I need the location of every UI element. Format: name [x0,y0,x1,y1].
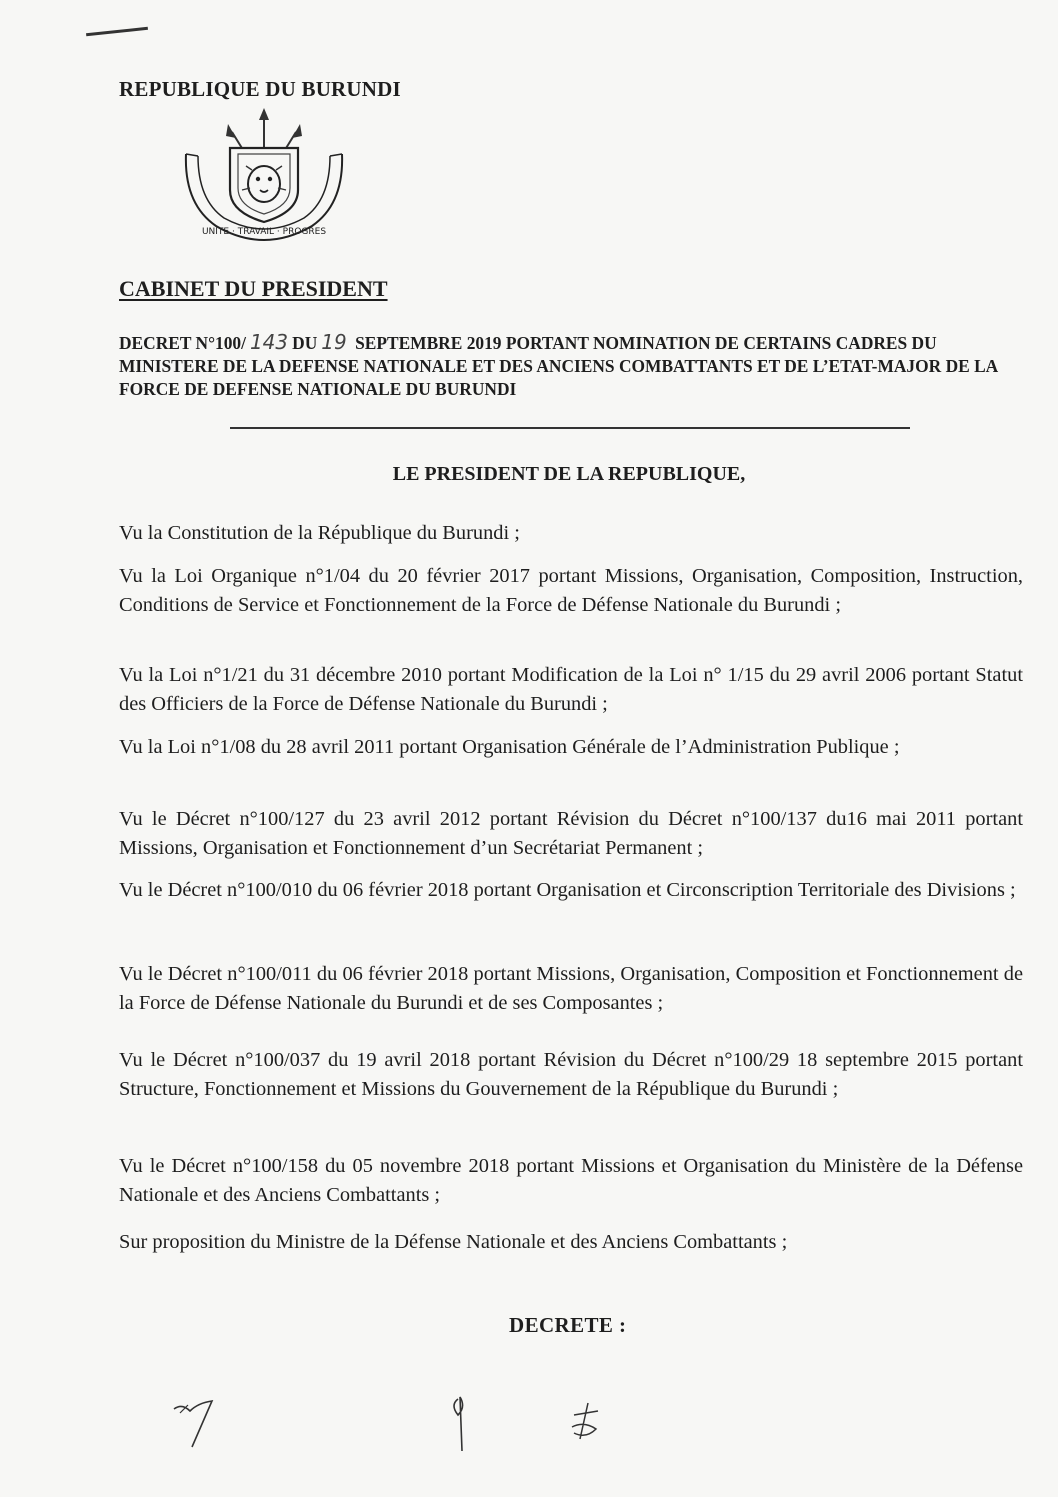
decree-title [119,331,1023,401]
handwritten-initials-icon [170,1385,620,1465]
office-title: CABINET DU PRESIDENT [119,276,388,301]
consideration-paragraph: Vu le Décret n°100/011 du 06 février 2018 portant Missions, Organisation, Composition et Fonctionnement de la Force de Défense Nationale du Burundi et de ses Composantes ; [119,963,1023,1014]
consideration-paragraph: Vu la Loi n°1/21 du 31 décembre 2010 portant Modification de la Loi n° 1/15 du 29 avril 2006 portant Statut des Officiers de la Force de Défense Nationale du Burundi ; [119,664,1023,715]
consideration-paragraph: Vu le Décret n°100/010 du 06 février 2018 portant Organisation et Circonscription Territoriale des Divisions ; [119,879,1016,901]
proposal-paragraph: Sur proposition du Ministre de la Défense Nationale et des Anciens Combattants ; [119,1231,788,1253]
burundi-coat-of-arms-icon [176,108,352,246]
decrete-heading: DECRETE : [509,1313,627,1337]
decree-subject: SEPTEMBRE 2019 PORTANT NOMINATION DE CERTAINS CADRES DU MINISTERE DE LA DEFENSE NATIONALE ET DES ANCIENS COMBATTANTS ET DE L’ETAT-MAJOR DE LA FORCE DE DEFENSE NATIONALE DU BURUNDI [119,333,998,399]
country-name: REPUBLIQUE DU BURUNDI [119,77,401,101]
consideration-paragraph: Vu la Constitution de la République du Burundi ; [119,522,520,544]
pen-mark [86,27,148,36]
president-heading: LE PRESIDENT DE LA REPUBLIQUE, [392,463,746,485]
consideration-paragraph: Vu la Loi Organique n°1/04 du 20 février 2017 portant Missions, Organisation, Composition, Instruction, Conditions de Service et Fonctionnement de la Force de Défense Nationale du Burundi ; [119,565,1023,616]
svg-text:UNITE · TRAVAIL · PROGRES: UNITE · TRAVAIL · PROGRES [201,227,327,237]
consideration-paragraph: Vu le Décret n°100/158 du 05 novembre 2018 portant Missions et Organisation du Ministère de la Défense Nationale et des Anciens Combattants ; [119,1155,1023,1206]
decree-prefix: DECRET N°100/ [119,333,246,353]
divider [230,427,910,429]
decree-middle: DU [292,333,318,353]
handwritten-decree-number: 143 [249,330,289,354]
consideration-paragraph: Vu le Décret n°100/127 du 23 avril 2012 portant Révision du Décret n°100/137 du16 mai 2011 portant Missions, Organisation et Fonctionnement d’un Secrétariat Permanent ; [119,808,1023,859]
consideration-paragraph: Vu le Décret n°100/037 du 19 avril 2018 portant Révision du Décret n°100/29 18 septembre 2015 portant Structure, Fonctionnement et Missions du Gouvernement de la République du Burundi ; [119,1049,1023,1100]
consideration-paragraph: Vu la Loi n°1/08 du 28 avril 2011 portant Organisation Générale de l’Administration Publique ; [119,736,900,758]
handwritten-day: 19 [321,330,347,354]
